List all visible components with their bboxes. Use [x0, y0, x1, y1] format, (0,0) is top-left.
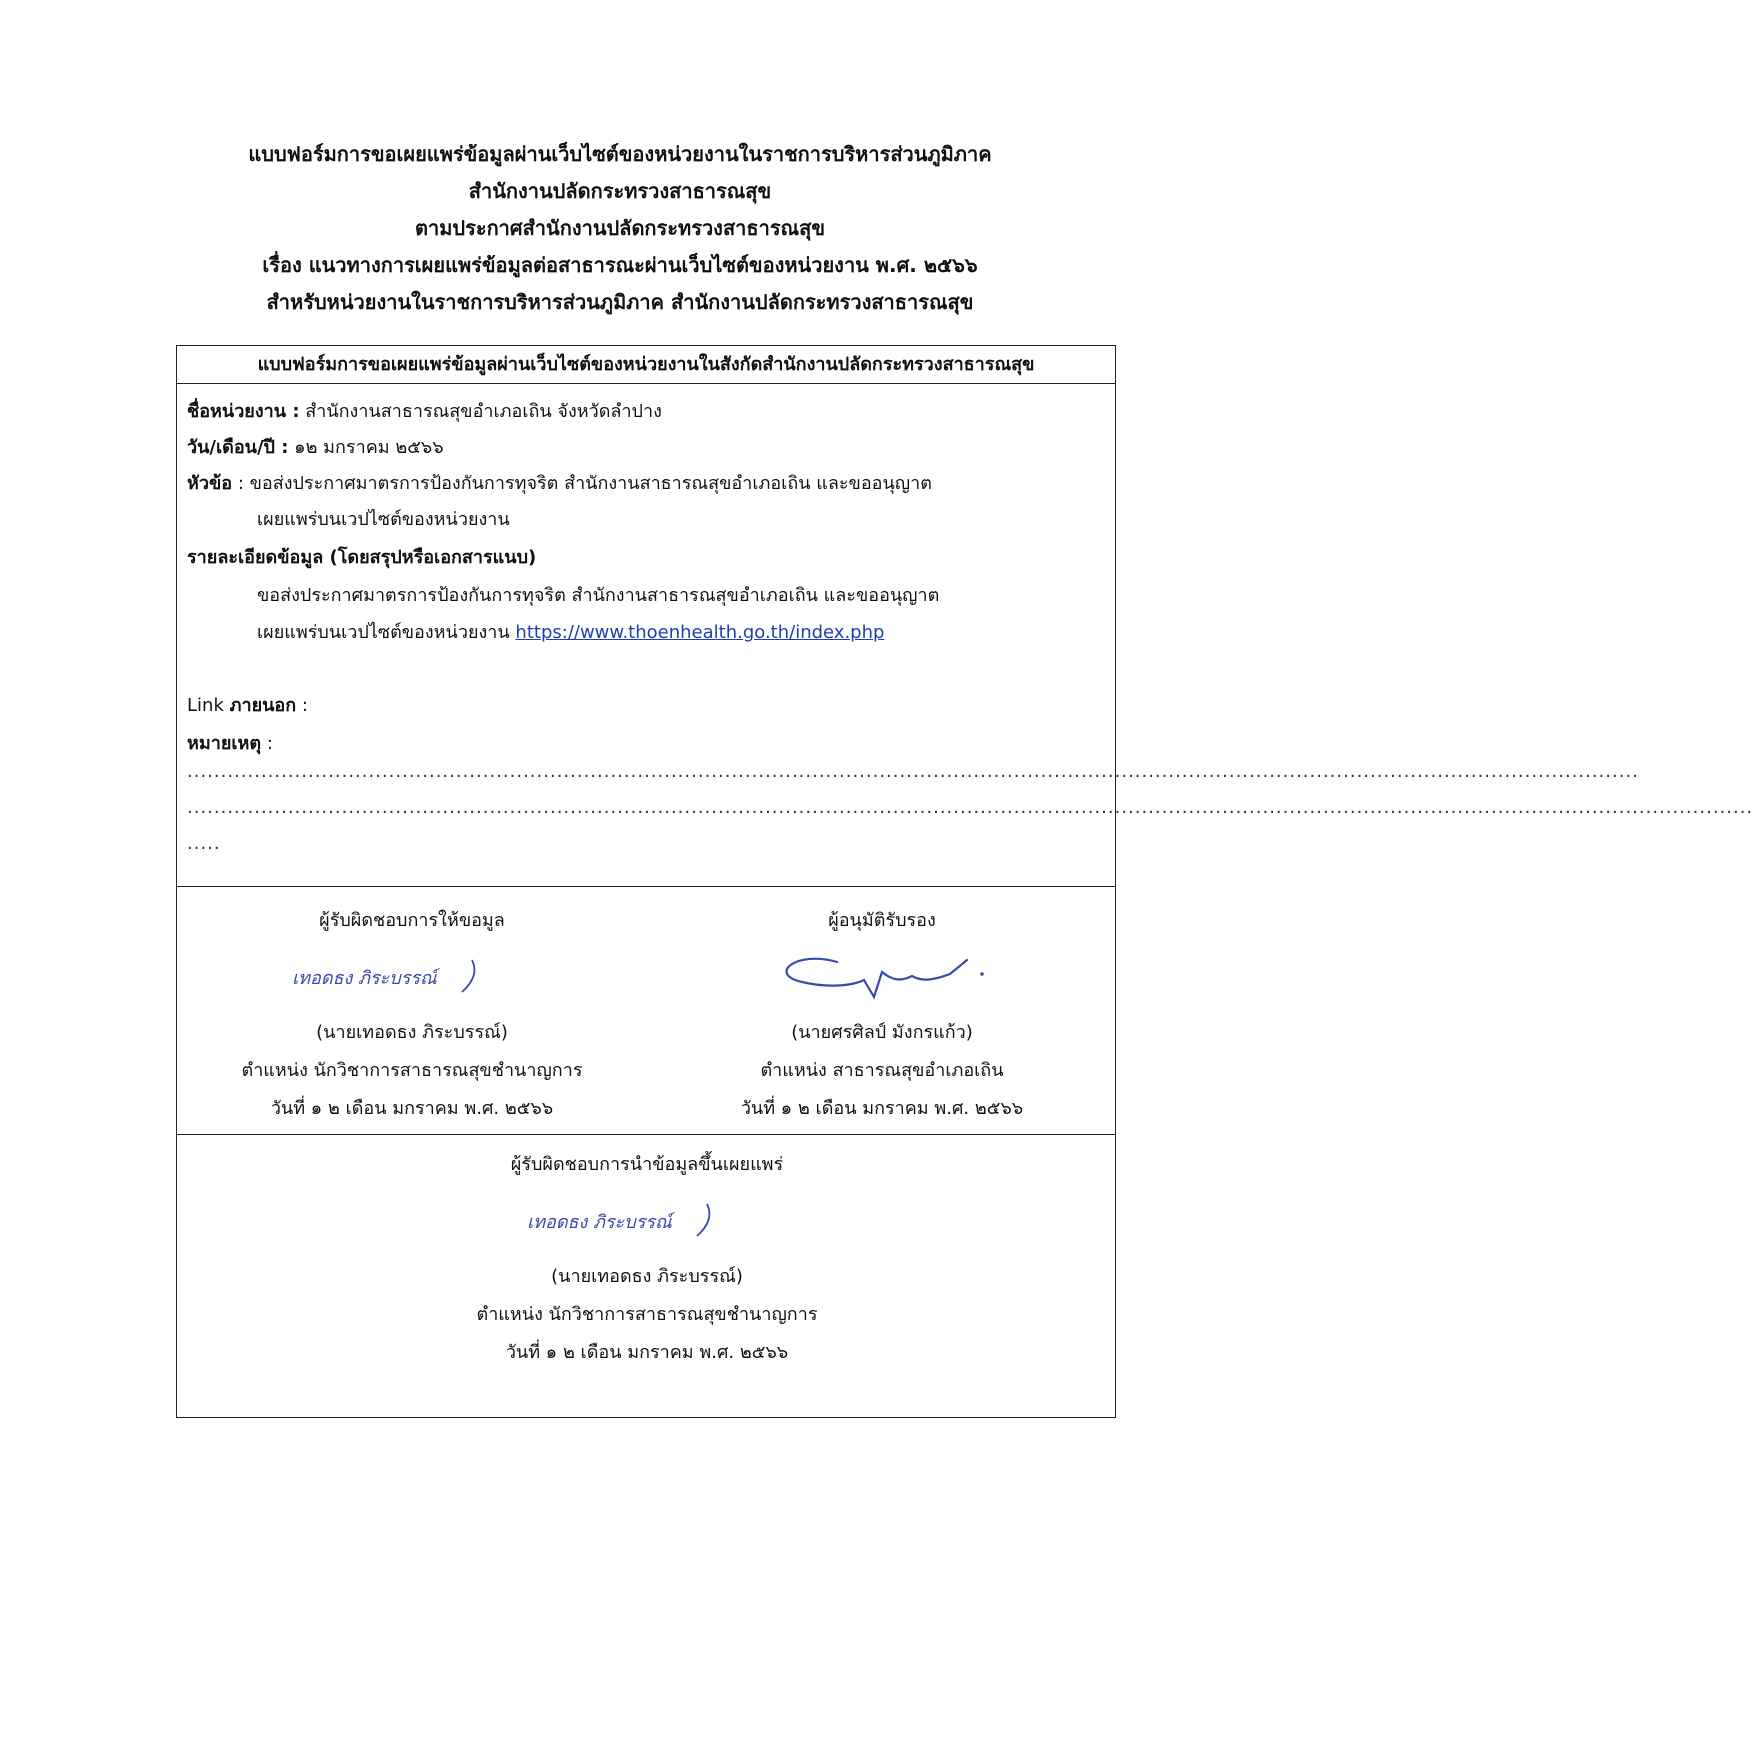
section-divider-2	[177, 1134, 1115, 1135]
approver-signature	[647, 940, 1117, 1014]
publisher-position: ตำแหน่ง นักวิชาการสาธารณสุขชำนาญการ	[476, 1304, 818, 1325]
approver-role: ผู้อนุมัติรับรอง	[828, 910, 936, 931]
handwritten-signature-icon	[752, 942, 1012, 1012]
topic-label: หัวข้อ	[187, 473, 233, 494]
note-sep: :	[261, 733, 273, 754]
responsible-info-signature	[177, 940, 647, 1014]
header-line-2: สำนักงานปลัดกระทรวงสาธารณสุข	[468, 179, 772, 203]
external-link-sep: :	[296, 695, 308, 716]
agency-row	[187, 396, 662, 425]
note-dotted-line-3: .....	[187, 833, 221, 854]
responsible-info-role: ผู้รับผิดชอบการให้ขอมูล	[319, 910, 505, 931]
topic-row	[187, 468, 932, 497]
publisher-signature-block	[177, 1146, 1117, 1372]
handwritten-signature-icon	[517, 1186, 777, 1256]
header-line-5: สำหรับหน่วยงานในราชการบริหารส่วนภูมิภาค สำนักงานปลัดกระทรวงสาธารณสุข	[266, 290, 974, 314]
section-divider-1	[177, 886, 1115, 887]
header-line-3: ตามประกาศสำนักงานปลัดกระทรวงสาธารณสุข	[414, 216, 825, 240]
external-link-row	[187, 690, 308, 719]
topic-row-continued: เผยแพร่บนเวปไซต์ของหน่วยงาน	[257, 509, 510, 530]
date-value: ๑๒ มกราคม ๒๕๖๖	[288, 437, 444, 458]
header-line-4: เรื่อง แนวทางการเผยแพร่ข้อมูลต่อสาธารณะผ่านเว็บไซต์ของหน่วยงาน พ.ศ. ๒๕๖๖	[262, 253, 978, 277]
note-row	[187, 728, 273, 757]
topic-value: : ขอส่งประกาศมาตรการป้องกันการทุจริต สำนักงานสาธารณสุขอำเภอเถิน และขออนุญาต	[232, 473, 932, 494]
publisher-signature	[177, 1184, 1117, 1258]
form-box	[176, 345, 1753, 1418]
date-label: วัน/เดือน/ปี :	[187, 437, 289, 458]
publisher-name: (นายเทอดธง ภิระบรรณ์)	[551, 1266, 743, 1287]
detail-line-2	[257, 617, 884, 646]
detail-label: รายละเอียดข้อมูล (โดยสรุปหรือเอกสารแนบ)	[187, 547, 537, 568]
approver-signature-block	[647, 902, 1117, 1128]
approver-position: ตำแหน่ง สาธารณสุขอำเภอเถิน	[760, 1060, 1004, 1081]
note-dotted-line-2: .........................................................................................................................................................................................................................................	[187, 797, 1753, 818]
detail-line-1: ขอส่งประกาศมาตรการป้องกันการทุจริต สำนักงานสาธารณสุขอำเภอเถิน และขออนุญาต	[257, 585, 940, 606]
external-link-label-th: ภายนอก	[229, 695, 297, 716]
website-link[interactable]: https://www.thoenhealth.go.th/index.php	[515, 622, 885, 643]
responsible-info-position: ตำแหน่ง นักวิชาการสาธารณสุขชำนาญการ	[241, 1060, 583, 1081]
agency-value: สำนักงานสาธารณสุขอำเภอเถิน จังหวัดลำปาง	[299, 401, 662, 422]
publisher-role: ผู้รับผิดชอบการนำข้อมูลขึ้นเผยแพร่	[510, 1154, 784, 1175]
svg-text:เทอดธง ภิระบรรณ์: เทอดธง ภิระบรรณ์	[292, 968, 437, 989]
document-header	[0, 136, 1240, 321]
date-row	[187, 432, 444, 461]
agency-label: ชื่อหน่วยงาน :	[187, 401, 300, 422]
handwritten-signature-icon	[282, 942, 542, 1012]
approver-date: วันที่ ๑ ๒ เดือน มกราคม พ.ศ. ๒๕๖๖	[740, 1098, 1024, 1119]
header-line-1: แบบฟอร์มการขอเผยแพร่ข้อมูลผ่านเว็บไซต์ของหน่วยงานในราชการบริหารส่วนภูมิภาค	[248, 142, 992, 166]
external-link-label-en: Link	[187, 695, 230, 716]
responsible-info-date: วันที่ ๑ ๒ เดือน มกราคม พ.ศ. ๒๕๖๖	[270, 1098, 554, 1119]
responsible-info-name: (นายเทอดธง ภิระบรรณ์)	[316, 1022, 508, 1043]
detail-line-2-text: เผยแพร่บนเวปไซต์ของหน่วยงาน	[257, 622, 516, 643]
note-dotted-line-1: ........................................................................................................................................................................................................................	[187, 761, 1639, 782]
responsible-info-signature-block	[177, 902, 647, 1128]
note-label: หมายเหตุ	[187, 733, 262, 754]
approver-name: (นายศรศิลป์ มังกรแก้ว)	[791, 1022, 973, 1043]
svg-text:เทอดธง ภิระบรรณ์: เทอดธง ภิระบรรณ์	[527, 1212, 672, 1233]
publisher-date: วันที่ ๑ ๒ เดือน มกราคม พ.ศ. ๒๕๖๖	[505, 1342, 789, 1363]
form-title: แบบฟอร์มการขอเผยแพร่ข้อมูลผ่านเว็บไซต์ของหน่วยงานในสังกัดสำนักงานปลัดกระทรวงสาธารณสุข	[177, 346, 1115, 384]
